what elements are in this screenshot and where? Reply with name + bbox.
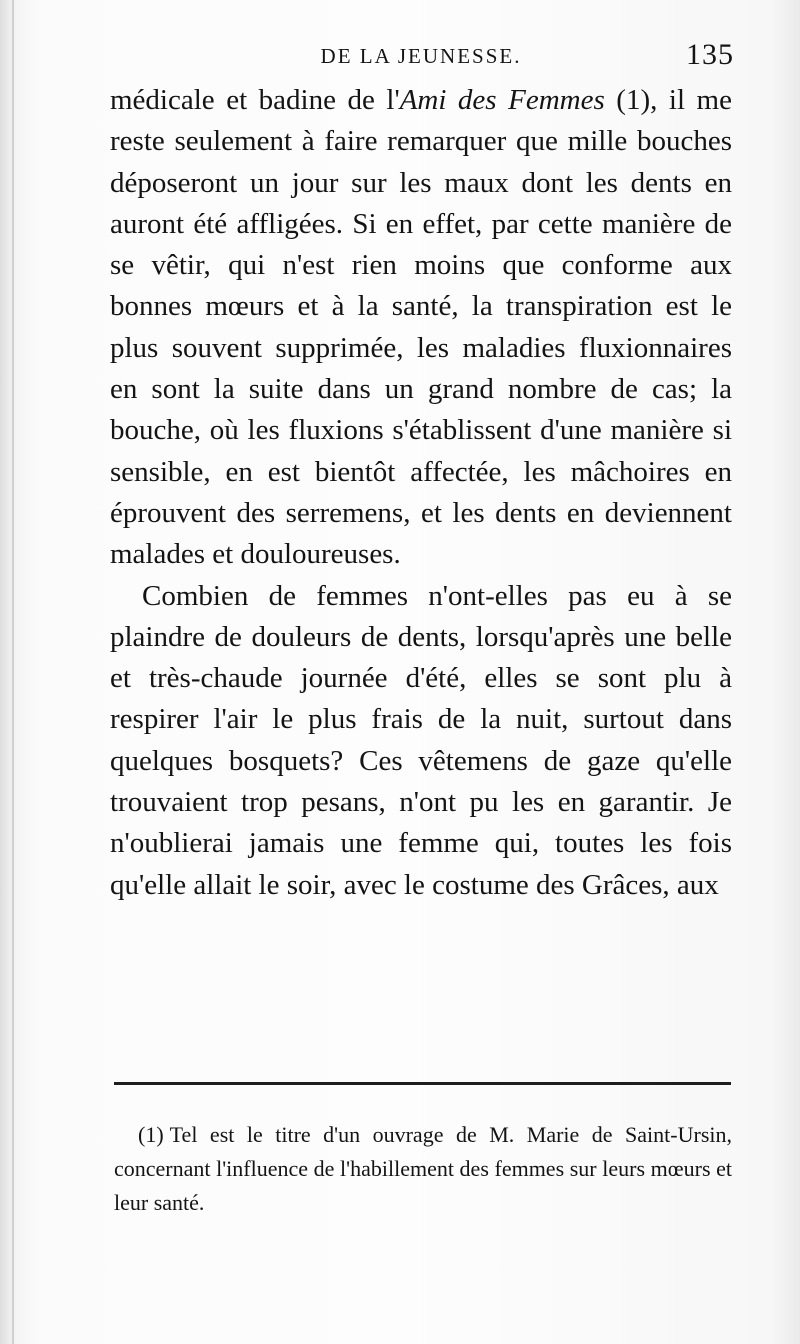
paragraph-continued — [110, 80, 732, 576]
footnote — [114, 1118, 732, 1220]
footnote-mark: (1) — [138, 1122, 164, 1147]
page-fold-edge — [12, 0, 14, 1344]
paragraph: Combien de femmes n'ont-elles pas eu à se plaindre de douleurs de dents, lorsqu'après une belle et très-chaude journée d'été, elles se sont plu à respirer l'air le plus frais de la nuit, surtout dans quelques bosquets? Ces vêtemens de gaze qu'elle trouvaient trop pesans, n'ont pu les en garantir. Je n'oublierai jamais une femme qui, toutes les fois qu'elle allait le soir, avec le costume des Grâces, aux — [110, 579, 732, 901]
paragraph-text: il me reste seulement à faire remarquer que mille bouches déposeront un jour sur les maux dont les dents en auront été affligées. Si en effet, par cette manière de se vêtir, qui n'est rien moins que conforme aux bonnes mœurs et à la santé, la transpiration est le plus souvent supprimée, les maladies fluxionnaires en sont la suite dans un grand nombre de cas; la bouche, où les fluxions s'établissent d'une manière si sensible, en est bientôt affectée, les mâchoires en éprouvent des serremens, et les dents en deviennent malades et douloureuses. — [110, 84, 732, 571]
running-head — [108, 38, 734, 78]
footnote-text: Tel est le titre d'un ouvrage de M. Marie de Saint-Ursin, concernant l'influence de l'habillement des femmes sur leurs mœurs et leur santé. — [114, 1122, 732, 1215]
running-title: DE LA JEUNESSE. — [320, 44, 522, 68]
page-number: 135 — [686, 38, 734, 71]
paragraph-text: médicale et badine de l' — [110, 84, 400, 116]
footnote-rule — [114, 1082, 731, 1085]
book-title: Ami des Femmes — [399, 84, 605, 116]
footnote-reference: (1), — [604, 84, 658, 116]
body-text — [110, 80, 732, 906]
